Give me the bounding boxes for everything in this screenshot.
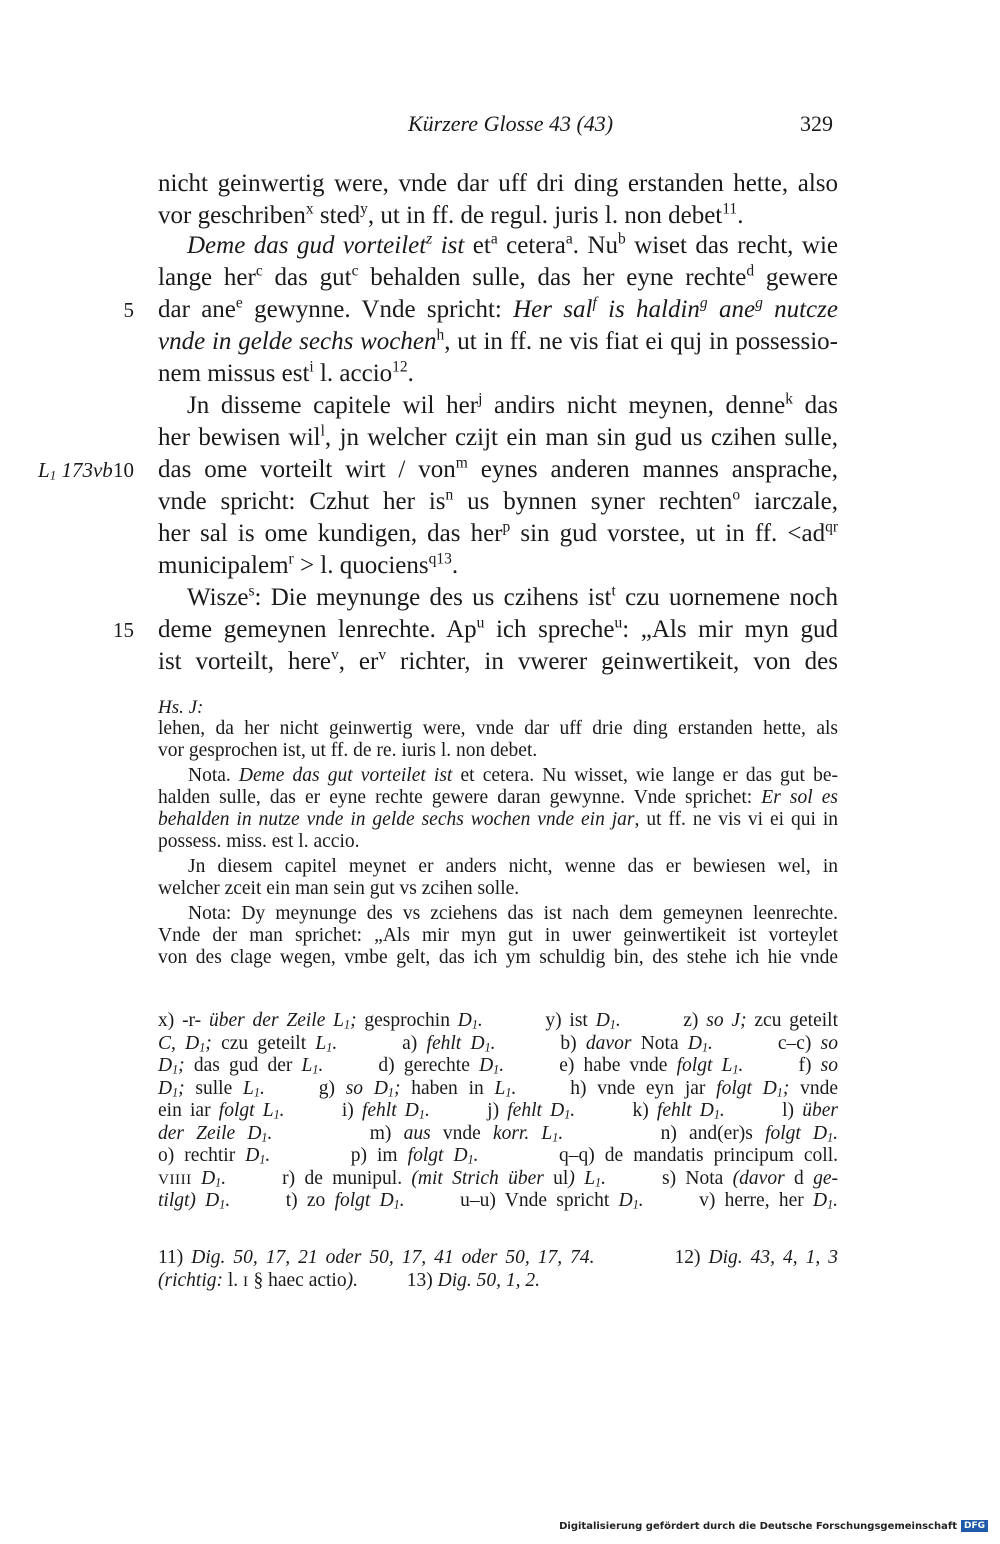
dfg-credit <box>559 1520 988 1532</box>
main-line: her bewisen wil$^l$, jn welcher czijt ein man sin gud us czihen sulle, <box>158 422 838 451</box>
main-line: nem missus est$^i$ l. accio$^{12}$. <box>158 358 414 387</box>
variant-line: halden sulle, das er eyne rechte gewere daran gewynne. Vnde sprichet: Er sol es <box>158 787 839 808</box>
variant-line: Jn diesem capitel meynet er anders nicht, wenne das er bewiesen wel, in <box>188 856 838 877</box>
line-number-15: 15 <box>113 618 134 642</box>
main-line: deme gemeynen lenrechte. Ap$^u$ ich spreche$^u$: „Als mir myn gud <box>158 614 838 643</box>
source-footnotes: 11) Dig. 50, 17, 21 oder 50, 17, 41 oder 50, 17, 74. 12) Dig. 43, 4, 1, 3 (richtig: l. I § haec actio). 13) Dig. 50, 1, 2. <box>158 1247 838 1291</box>
variant-line: Vnde der man sprichet: „Als mir myn gut in uwer geinwertikeit ist vorteylet <box>158 925 838 946</box>
line-number-5: 5 <box>123 298 134 322</box>
main-line: Wisze$^s$: Die meynunge des us czihens ist$^t$ czu uornemene noch <box>187 582 838 611</box>
dfg-logo-icon: DFG <box>961 1520 988 1532</box>
variant-line: behalden in nutze vnde in gelde sechs wochen vnde ein jar, ut ff. ne vis vi ei qui in <box>158 809 838 830</box>
main-line: municipalem$^r$ > l. quociens$^{q13}$. <box>158 550 459 579</box>
variant-line: possess. miss. est l. accio. <box>158 831 360 852</box>
margin-manuscript-note: $L_1$ 173vb <box>38 458 113 483</box>
main-line: vor geschriben$^x$ sted$^y$, ut in ff. de regul. juris l. non debet$^{11}$. <box>158 200 744 229</box>
critical-apparatus: x) -r- über der Zeile $L_1$; gesprochin $D_1$. y) ist $D_1$. z) so J; zcu geteilt C, $D_1$; czu geteilt $L_1$. a) fehlt $D_1$. b) davor Nota $D_1$. c–c) so $D_1$; das gud der $L_1$. d) gerechte $D_1$. e) habe vnde folgt $L_1$. f) so $D_1$; sulle $L_1$. g) so $D_1$; haben in $L_1$. h) vnde eyn jar folgt $D_1$; vnde ein iar folgt $L_1$. i) fehlt $D_1$. j) fehlt $D_1$. k) fehlt $D_1$. l) über der Zeile $D_1$. m) aus vnde korr. $L_1$. n) and(er)s folgt $D_1$. o) rechtir $D_1$. p) im folgt $D_1$. q–q) de mandatis principum coll. VIIII $D_1$. r) de munipul. (mit Strich über ul) $L_1$. s) Nota (davor d ge- tilgt) $D_1$. t) zo folgt $D_1$. u–u) Vnde spricht $D_1$. v) herre, her $D_1$. <box>158 1010 839 1212</box>
running-header-title: Kürzere Glosse 43 (43) <box>408 111 614 136</box>
main-line: dar ane$^e$ gewynne. Vnde spricht: Her sal$^f$ is haldin$^g$ ane$^g$ nutcze <box>158 294 838 323</box>
variant-line: lehen, da her nicht geinwertig were, vnde dar uff drie ding erstanden hette, als <box>158 718 838 739</box>
main-line: vnde spricht: Czhut her $is^n$ us bynnen syner rechten$^o$ iarczale, <box>158 486 838 515</box>
main-line: Jn disseme capitele wil her$^j$ andirs nicht meynen, denne$^k$ das <box>187 390 838 419</box>
variant-line: Nota. Deme das gut vorteilet ist et cetera. Nu wisset, wie lange er das gut be- <box>188 765 839 786</box>
variant-line: von des clage wegen, vmbe gelt, das ich ym schuldig bin, des stehe ich hie vnde <box>158 947 838 968</box>
variant-line: welcher zceit ein man sein gut vs zcihen solle. <box>158 878 520 899</box>
page-number: 329 <box>800 111 833 136</box>
main-line: vnde in gelde sechs wochen$^h$, ut in ff. ne vis fiat ei quj in possessio- <box>158 326 838 355</box>
main-line: lange her$^c$ das gut$^c$ behalden sulle, das her eyne rechte$^d$ gewere <box>158 262 839 291</box>
main-line: ist vorteilt, here$^v$, $er^v$ richter, in vwerer geinwertikeit, von des <box>158 646 838 675</box>
line-number-10: 10 <box>113 458 134 482</box>
variant-line: Nota: Dy meynunge des vs zciehens das ist nach dem gemeynen leenrechte. <box>188 903 838 924</box>
dfg-credit-text: Digitalisierung gefördert durch die Deutsche Forschungsgemeinschaft <box>559 1520 957 1532</box>
hs-j-label: Hs. J: <box>158 697 204 718</box>
main-line: her sal is ome kundigen, das her$^p$ sin gud vorstee, ut in ff. $<ad^{qr}$ <box>158 518 838 547</box>
variant-line: vor gesprochen ist, ut ff. de re. iuris l. non debet. <box>158 740 538 761</box>
main-line: nicht geinwertig were, vnde dar uff dri ding erstanden hette, also <box>158 170 838 197</box>
main-line: das ome vorteilt wirt / von$^m$ eynes anderen mannes ansprache, <box>158 454 838 483</box>
main-line: Deme das gud vorteilet$^z$ ist $et^a$ cetera$^a$. Nu$^b$ wiset das recht, wie <box>187 230 838 259</box>
